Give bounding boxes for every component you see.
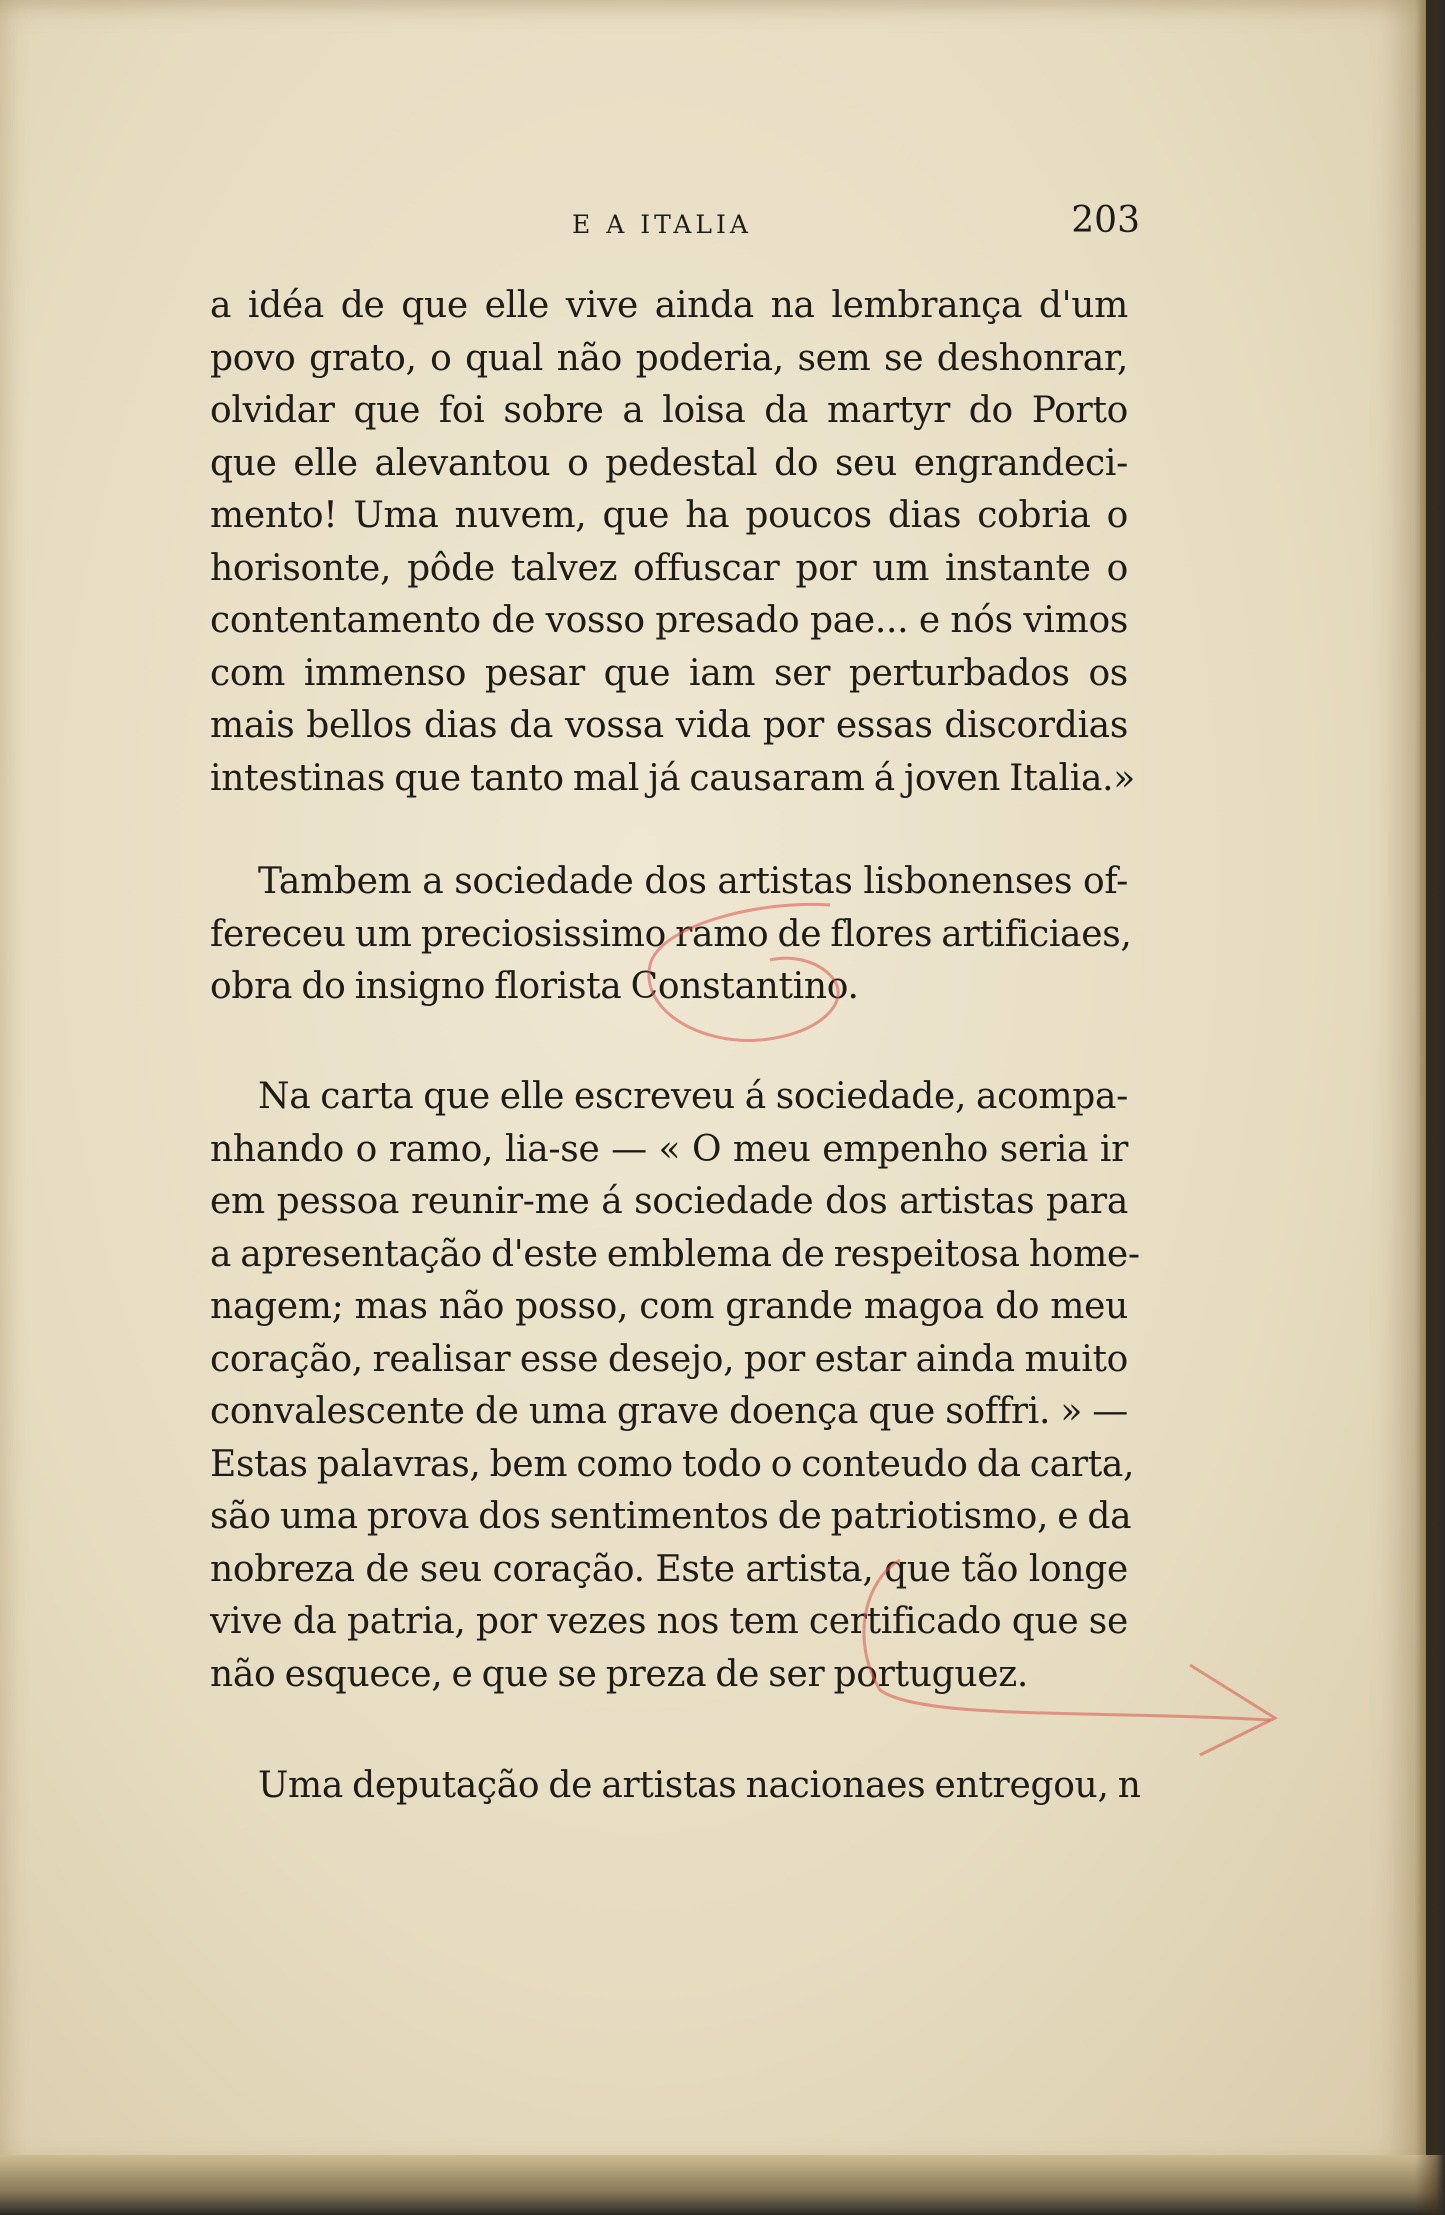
paragraph-3 — [210, 1071, 1140, 1701]
page-header — [212, 200, 1172, 250]
text-line: contentamento de vosso presado pae... e nós vimos — [210, 600, 1128, 641]
page-bottom-edge — [0, 2155, 1445, 2215]
text-line: a apresentação d'este emblema de respeitosa home- — [210, 1233, 1140, 1275]
text-line: fereceu um preciosissimo ramo de flores artificiaes, — [210, 913, 1132, 955]
text-line: com immenso pesar que iam ser perturbados os — [210, 652, 1128, 694]
text-line: convalescente de uma grave doença que soffri. » — — [210, 1391, 1128, 1432]
text-line: são uma prova dos sentimentos de patriotismo, e da — [210, 1496, 1132, 1537]
text-line: a idéa de que elle vive ainda na lembrança d'um — [210, 285, 1128, 326]
text-line: vive da patria, por vezes nos tem certificado que se — [210, 1601, 1128, 1642]
text-line: coração, realisar esse desejo, por estar ainda muito — [210, 1338, 1128, 1380]
text-line: mais bellos dias da vossa vida por essas discordias — [210, 705, 1128, 746]
text-line: Tambem a sociedade dos artistas lisbonenses of- — [258, 861, 1128, 902]
page-number: 203 — [1071, 200, 1140, 241]
text-line: que elle alevantou o pedestal do seu engrandeci- — [210, 442, 1128, 484]
paragraph-2 — [210, 856, 1132, 1014]
text-line: Uma deputação de artistas nacionaes entregou, n — [258, 1765, 1141, 1806]
pencil-arrowhead-mark — [1190, 1665, 1275, 1755]
paragraph-4 — [210, 1760, 1141, 1813]
text-line: intestinas que tanto mal já causaram á joven Italia.» — [210, 757, 1136, 799]
text-line: nagem; mas não posso, com grande magoa do meu — [210, 1286, 1128, 1327]
page-right-edge — [1415, 0, 1445, 2215]
text-line: olvidar que foi sobre a loisa da martyr do Porto — [210, 390, 1128, 431]
text-line: Na carta que elle escreveu á sociedade, acompa- — [258, 1076, 1128, 1117]
text-line: obra do insigno florista Constantino. — [210, 966, 859, 1007]
text-line: povo grato, o qual não poderia, sem se deshonrar, — [210, 337, 1128, 379]
running-head: E A ITALIA — [572, 210, 752, 239]
text-line: nobreza de seu coração. Este artista, que tão longe — [210, 1548, 1128, 1590]
text-line: nhando o ramo, lia-se — « O meu empenho seria ir — [210, 1128, 1128, 1170]
text-line: não esquece, e que se preza de ser portuguez. — [210, 1653, 1029, 1695]
text-line: em pessoa reunir-me á sociedade dos artistas para — [210, 1181, 1128, 1222]
text-line: mento! Uma nuvem, que ha poucos dias cobria o — [210, 495, 1128, 536]
paragraph-1 — [210, 280, 1136, 805]
text-line: Estas palavras, bem como todo o conteudo da carta, — [210, 1443, 1135, 1485]
text-line: horisonte, pôde talvez offuscar por um instante o — [210, 547, 1128, 589]
